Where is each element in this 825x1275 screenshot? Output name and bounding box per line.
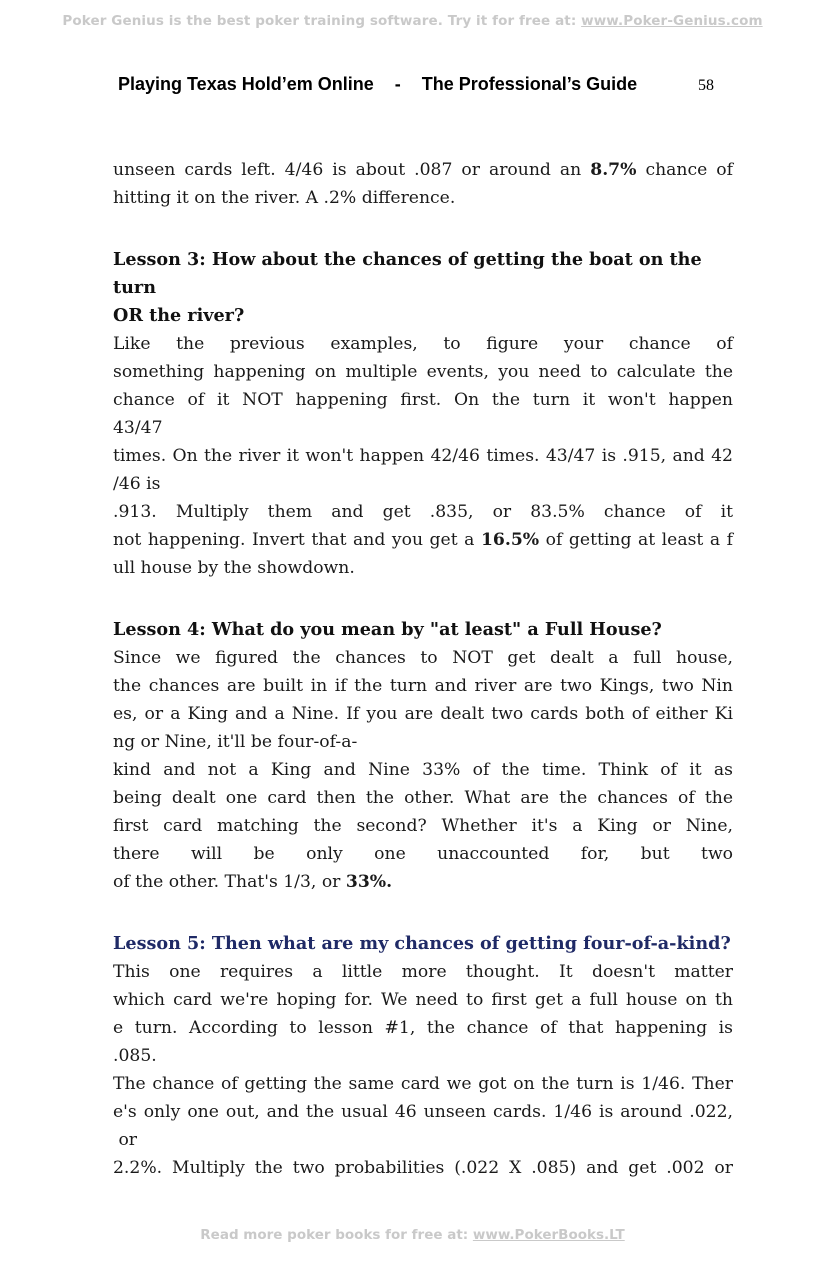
text-line: the chances are built in if the turn and river are two Kings, two Nin bbox=[113, 676, 733, 696]
running-header bbox=[118, 74, 637, 95]
text-line: 43/47 bbox=[113, 418, 163, 438]
text-line: .085. bbox=[113, 1046, 157, 1066]
text-line: This one requires a little more thought. It doesn't matter bbox=[113, 962, 733, 982]
book-title: Playing Texas Hold’em Online bbox=[118, 74, 374, 94]
text-line: .913. Multiply them and get .835, or 83.5% chance of it bbox=[113, 502, 733, 522]
lesson-3-heading: Lesson 3: How about the chances of getting the boat on the turn OR the river? bbox=[113, 249, 702, 326]
text-line: hitting it on the river. A .2% difference. bbox=[113, 188, 456, 208]
text-line: e's only one out, and the usual 46 unseen cards. 1/46 is around .022, bbox=[113, 1102, 733, 1122]
text-line: of the other. That's 1/3, or 33%. bbox=[113, 872, 393, 892]
book-subtitle: The Professional’s Guide bbox=[421, 74, 638, 94]
text-line: ull house by the showdown. bbox=[113, 558, 355, 578]
banner-text: Poker Genius is the best poker training software. Try it for free at: bbox=[62, 13, 582, 29]
text-line: /46 is bbox=[113, 474, 161, 494]
text-line: times. On the river it won't happen 42/46 times. 43/47 is .915, and 42 bbox=[113, 446, 733, 466]
text-line: e turn. According to lesson #1, the chance of that happening is bbox=[113, 1018, 733, 1038]
text-line: 2.2%. Multiply the two probabilities (.022 X .085) and get .002 or bbox=[113, 1158, 733, 1178]
text-line: being dealt one card then the other. What are the chances of the bbox=[113, 788, 733, 808]
text-line: or bbox=[113, 1130, 138, 1150]
text-line: es, or a King and a Nine. If you are dealt two cards both of either Ki bbox=[113, 704, 733, 724]
pokerbooks-link[interactable]: www.PokerBooks.LT bbox=[472, 1227, 625, 1243]
text-line: not happening. Invert that and you get a 16.5% of getting at least a f bbox=[113, 530, 733, 550]
bottom-banner bbox=[0, 1227, 825, 1243]
footer-text: Read more poker books for free at: bbox=[200, 1227, 473, 1243]
header-separator: - bbox=[394, 74, 401, 94]
text-line: chance of it NOT happening first. On the turn it won't happen bbox=[113, 390, 733, 410]
text-line: first card matching the second? Whether it's a King or Nine, bbox=[113, 816, 733, 836]
text-line: Since we figured the chances to NOT get dealt a full house, bbox=[113, 648, 733, 668]
text-line: ng or Nine, it'll be four-of-a- bbox=[113, 732, 358, 752]
text-line: which card we're hoping for. We need to first get a full house on th bbox=[113, 990, 733, 1010]
text-line: unseen cards left. 4/46 is about .087 or around an 8.7% chance of bbox=[113, 160, 733, 180]
text-line: Like the previous examples, to figure your chance of bbox=[113, 334, 733, 354]
poker-genius-link[interactable]: www.Poker-Genius.com bbox=[581, 13, 763, 29]
page-number: 58 bbox=[698, 77, 714, 94]
lesson-4-heading: Lesson 4: What do you mean by "at least" a Full House? bbox=[113, 619, 662, 640]
top-banner bbox=[0, 13, 825, 29]
lesson-5-heading: Lesson 5: Then what are my chances of getting four-of-a-kind? bbox=[113, 933, 731, 954]
page-body bbox=[113, 156, 733, 1182]
text-line: kind and not a King and Nine 33% of the time. Think of it as bbox=[113, 760, 733, 780]
text-line: there will be only one unaccounted for, but two bbox=[113, 844, 733, 864]
text-line: something happening on multiple events, you need to calculate the bbox=[113, 362, 733, 382]
text-line: The chance of getting the same card we got on the turn is 1/46. Ther bbox=[113, 1074, 733, 1094]
